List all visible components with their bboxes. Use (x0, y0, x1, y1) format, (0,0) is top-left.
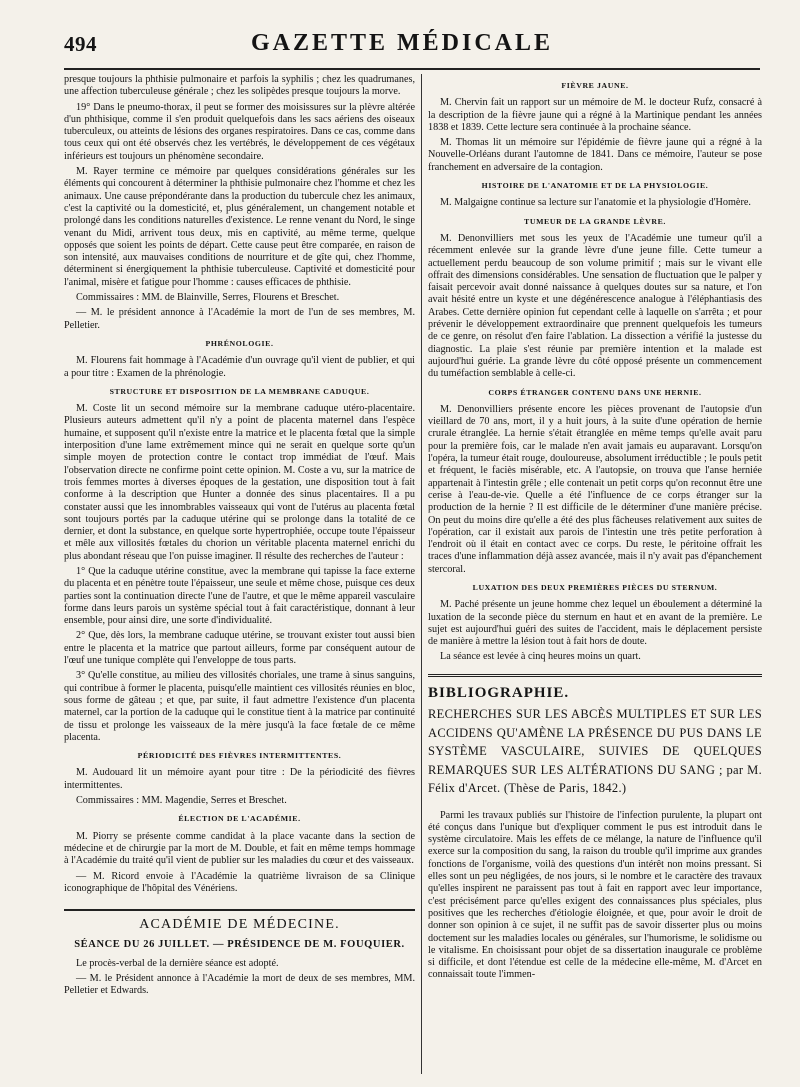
paragraph: 19° Dans le pneumo-thorax, il peut se former des moisissures sur la plèvre altérée d'un phthisique, comme il s'en produit quelquefois dans les sacs aériens des oiseaux tuberculeux, ou atteints de lésions des organes respiratoires. Dans ce cas, comme dans tous ceux qui ont été observés chez les vertébrés, le développement de ces végétaux inférieurs est toujours un phénomène secondaire. (64, 101, 415, 162)
header-rule (64, 68, 760, 70)
paragraph: 2° Que, dès lors, la membrane caduque utérine, se trouvant exister tout aussi bien entre le placenta et la matrice que partout ailleurs, forme par conséquent autour de l'œuf une tunique complète qui l'enveloppe de tous parts. (64, 630, 415, 667)
commissioners: Commissaires : MM. de Blainville, Serres, Flourens et Breschet. (76, 292, 340, 304)
column-divider (421, 74, 422, 1074)
left-column (64, 74, 415, 1078)
section-heading: STRUCTURE ET DISPOSITION DE LA MEMBRANE CADUQUE. (109, 386, 370, 396)
section-heading: FIÈVRE JAUNE. (561, 81, 629, 90)
bibliography-section (428, 674, 762, 982)
paragraph: Parmi les travaux publiés sur l'histoire de l'infection purulente, la plupart ont été conçus dans l'unique but d'expliquer comment le pus est introduit dans le système circulatoire. Mais les effets de ce mélange, la nature de l'influence qu'il exerce sur la composition du sang, la raison du trouble qu'il imprime aux grandes fonctions de l'organisme, voilà des questions d'un intérêt non moins pressant. Si elles sont un peu négligées, de nos jours, si le nombre et le caractère des travaux qu'elles inspirent ne paraissent pas tout à fait en rapport avec leur importance, c'est précisément parce qu'elles exigent des connaissances plus spéciales, plus positives que les recherches d'étiologie éloignée, et que, pour avoir le droit de donner son opinion à ce sujet, il ne suffit pas de savoir disserter plus ou moins doctement sur les maladies locales ou générales, sur l'humorisme, le solidisme ou le vitalisme. En choisissant pour objet de sa dissertation inaugurale ce problème si difficile, et dont l'étendue est celle de la médecine elle-même, M. d'Arcet en connaissait toute l'immen- (428, 809, 762, 981)
academie-heading: ACADÉMIE DE MÉDECINE. (64, 909, 415, 931)
paragraph: 1° Que la caduque utérine constitue, avec la membrane qui tapisse la face externe du placenta et en pénètre toute l'épaisseur, une seule et même chose, puisque ces deux parties sont la continuation directe l'une de l'autre, et que le même appareil vasculaire forme dans leurs parois un système spécial tout à fait caractéristique, donnant à leur ensemble, pour ainsi dire, une sorte d'individualité. (64, 565, 415, 627)
paragraph: — M. le Président annonce à l'Académie la mort de deux de ses membres, MM. Pelletier et Edwards. (64, 973, 415, 997)
page-number: 494 (64, 32, 97, 56)
paragraph: presque toujours la phthisie pulmonaire et parfois la syphilis ; chez les quadrumanes, une affection tuberculeuse générale ; chez les solipèdes presque toujours la morve. (64, 74, 415, 98)
bibliography-reference: RECHERCHES SUR LES ABCÈS MULTIPLES ET SUR LES ACCIDENS QU'AMÈNE LA PRÉSENCE DU PUS DANS LE SYSTÈME VASCULAIRE, SUIVIES DE QUELQUES REMARQUES SUR LES ALTÉRATIONS DU SANG ; par M. Félix d'Arcet. (Thèse de Paris, 1842.) (428, 707, 762, 796)
paragraph: M. Denonvilliers présente encore les pièces provenant de l'autopsie d'un vieillard de 70 ans, mort, il y a huit jours, à la suite d'une opération de hernie crurale étranglée. La hernie s'était étranglée en même temps qu'elle avait paru pour la première fois, car le malade n'en avait jamais eu auparavant. Lorsqu'on l'opéra, la tumeur était rouge, douloureuse, absolument irréductible ; le pouls petit et fréquent, le faciès misérable, etc. A l'autopsie, on trouva que l'anse herniée appartenait à l'intestin grêle ; elle contenait un petit corps qu'on reconnut être une cerise à l'eau-de-vie. Quelle a été l'influence de ce corps étranger sur la production de la hernie ? Il est difficile de le déterminer d'une manière précise. On peut du moins dire qu'elle a été des plus fâcheuses relativement aux suites de l'opération, car il existait aux parois de l'intestin une très petite perforation à l'endroit où il était en contact avec ce corps. Du reste, le péritoine offrait les traces d'une inflammation déjà assez avancée, mais il n'y avait pas d'épanchement stercoral. (428, 403, 762, 575)
section-heading: PHRÉNOLOGIE. (205, 338, 274, 348)
paragraph: M. Rayer termine ce mémoire par quelques considérations générales sur les éléments qui concourent à déterminer la phthisie pulmonaire chez l'homme et chez les animaux. Une cause prépondérante dans la production du tubercule chez les animaux, c'est la captivité ou la domesticité, et, plus généralement, un changement notable et prolongé dans les conditions naturelles d'existence. Le renne venant du Nord, le singe venant du Midi, arrivent tous deux, mis en captivité, au même terme, quelque opposés que soient les points de départ. Cette cause peut être comparée, en raison de son intensité, aux mauvaises conditions de nourriture et de gîte qui, chez l'homme, déterminent si énergiquement la phthisie tuberculeuse. Captivité et domesticité pour l'animal, misère et fatigue pour l'homme : causes efficaces de phthisie. (64, 166, 415, 288)
section-heading: ÉLECTION DE L'ACADÉMIE. (178, 814, 301, 824)
journal-title: GAZETTE MÉDICALE (250, 30, 554, 56)
paragraph: M. Flourens fait hommage à l'Académie d'un ouvrage qu'il vient de publier, et qui a pour titre : Examen de la phrénologie. (64, 355, 415, 379)
paragraph: Le procès-verbal de la dernière séance est adopté. (76, 957, 279, 969)
section-heading: PÉRIODICITÉ DES FIÈVRES INTERMITTENTES. (137, 751, 342, 761)
paragraph: M. Coste lit un second mémoire sur la membrane caduque utéro-placentaire. Plusieurs auteurs admettent qu'il n'y a point de placenta maternel dans l'espèce humaine, et supposent qu'il n'existe entre la matrice et le placenta fœtal que la simple interposition d'une lame extrêmement mince qui ne serait en quelque sorte qu'un simple moyen de protection contre le contact trop immédiat de l'œuf. Mais l'observation directe ne confirme point cette opinion. M. Coste a vu, sur la matrice de trois femmes mortes à diverses époques de la gestation, une disposition tout à fait conforme à la description que Hunter a donnée des sinus placentaires. Il a pu constater aussi que les innombrables vaisseaux qui vont de l'utérus au placenta fœtal sont toujours portés par la caduque utérine qui se prolonge dans la totalité de ce dernier, et dont la substance, en quelque sorte hypertrophiée, occupe toute l'épaisseur et mêle aux villosités fœtales du chorion un véritable placenta maternel enrichi du plus abondant réseau que l'on puisse imaginer. Il résulte des recherches de l'auteur : (64, 403, 415, 562)
commissioners: Commissaires : MM. Magendie, Serres et Breschet. (76, 795, 287, 807)
section-heading: TUMEUR DE LA GRANDE LÈVRE. (524, 216, 666, 226)
paragraph: M. Audouard lit un mémoire ayant pour titre : De la périodicité des fièvres intermittentes. (64, 767, 415, 791)
paragraph: M. Piorry se présente comme candidat à la place vacante dans la section de médecine et de chirurgie par la mort de M. Double, et fait en même temps hommage à l'Académie du traité qu'il vient de publier sur les maladies du cœur et des vaisseaux. (64, 830, 415, 867)
section-heading: LUXATION DES DEUX PREMIÈRES PIÈCES DU STERNUM. (472, 582, 718, 592)
paragraph: M. Chervin fait un rapport sur un mémoire de M. le docteur Rufz, consacré à la description de la fièvre jaune qui a régné à la Martinique pendant les années 1838 et 1839. Cette lecture sera continuée à la prochaine séance. (428, 97, 762, 133)
paragraph: M. Denonvilliers met sous les yeux de l'Académie une tumeur qu'il a récemment enlevée sur la grande lèvre d'une jeune fille. Cette tumeur a actuellement perdu beaucoup de son volume primitif ; mais sur le vivant elle offrait des dimensions considérables. Une sensation de fluctuation que le palper y faisait percevoir avait donné naissance à quelques doutes sur sa nature, et l'on avait hésité entre un kyste et une dégénérescence analogue à l'éléphantiasis des Arabes. Cette dernière opinion fut cependant celle à laquelle on s'arrêta ; et pour prévenir le développement extraordinaire que prennent quelquefois les tumeurs de ce genre, on résolut d'en faire l'ablation. La dissection a vérifié la justesse du diagnostic. La plaie s'est réunie par première intention et la malade est aujourd'hui guérie. La grande lèvre du côté opposé présente un commencement du tuméfaction semblable à celle-ci. (428, 232, 762, 380)
paragraph: La séance est levée à cinq heures moins un quart. (440, 651, 641, 663)
paragraph: — M. le président annonce à l'Académie la mort de l'un de ses membres, M. Pelletier. (64, 307, 415, 331)
section-heading: HISTOIRE DE L'ANATOMIE ET DE LA PHYSIOLOGIE. (481, 181, 709, 191)
paragraph: M. Paché présente un jeune homme chez lequel un éboulement a déterminé la luxation de la seconde pièce du sternum en haut et en avant de la première. Le sujet est aujourd'hui guéri des suites de l'accident, mais le déplacement persiste de manière à mettre la lésion tout à fait hors de doute. (428, 599, 762, 648)
paragraph: M. Thomas lit un mémoire sur l'épidémie de fièvre jaune qui a régné à la Nouvelle-Orléans durant l'automne de 1841. Dans ce mémoire, l'auteur se pose franchement en adversaire de la contagion. (428, 137, 762, 173)
seance-heading: SÉANCE DU 26 JUILLET. — PRÉSIDENCE DE M. FOUQUIER. (74, 939, 405, 951)
paragraph: M. Malgaigne continue sa lecture sur l'anatomie et la physiologie d'Homère. (440, 197, 751, 209)
bibliography-title: BIBLIOGRAPHIE. (428, 684, 570, 701)
right-column (428, 74, 762, 1078)
paragraph: — M. Ricord envoie à l'Académie la quatrième livraison de sa Clinique iconographique de l'hôpital des Vénériens. (64, 870, 415, 894)
page-header (44, 22, 760, 70)
paragraph: 3° Qu'elle constitue, au milieu des villosités choriales, une trame à sinus sanguins, qui contribue à former le placenta, puisqu'elle maintient ces villosités réunies en bloc, sous forme de gâteau ; et que, par suite, il faut admettre l'existence d'un placenta maternel, car la portion de la caduque qui le constitue tient à la matrice par continuité de tissu et prolonge les vaisseaux de la mère jusqu'à la face fœtale de ce même placenta. (64, 670, 415, 743)
section-heading: CORPS ÉTRANGER CONTENU DANS UNE HERNIE. (488, 387, 702, 397)
